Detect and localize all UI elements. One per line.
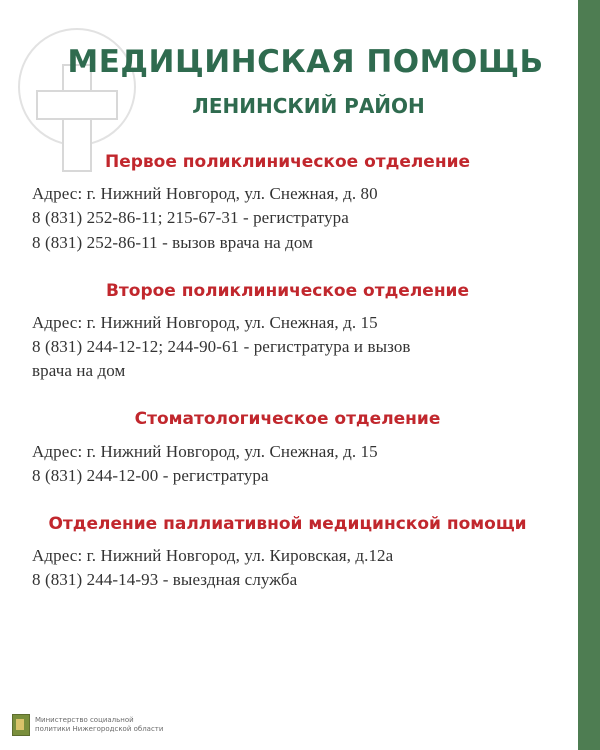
department-section [30, 514, 545, 593]
page-subtitle: ЛЕНИНСКИЙ РАЙОН [192, 94, 425, 118]
department-phone-line: 8 (831) 244-14-93 - выездная служба [32, 570, 298, 590]
department-address: Адрес: г. Нижний Новгород, ул. Кировская, д.12а [32, 546, 394, 565]
department-details [30, 544, 545, 592]
footer-line-2: политики Нижегородской области [35, 725, 164, 733]
department-phone-line: 8 (831) 244-12-12; 244-90-61 - регистратура и вызов [32, 337, 411, 356]
department-section [30, 409, 545, 488]
department-title: Первое поликлиническое отделение [104, 152, 471, 172]
department-list [0, 118, 575, 592]
department-address: Адрес: г. Нижний Новгород, ул. Снежная, д. 80 [32, 184, 378, 204]
department-details [30, 440, 545, 488]
department-title: Отделение паллиативной медицинской помощи [48, 513, 527, 534]
page-title: МЕДИЦИНСКАЯ ПОМОЩЬ [67, 44, 544, 80]
right-green-band [578, 0, 600, 750]
department-section [30, 281, 545, 384]
department-details [30, 311, 545, 383]
department-address: Адрес: г. Нижний Новгород, ул. Снежная, д. 15 [32, 441, 378, 461]
department-phone-line: 8 (831) 252-86-11; 215-67-31 - регистратура [32, 208, 349, 228]
footer-text [35, 716, 163, 735]
poster-header [0, 0, 575, 118]
department-phone-line: 8 (831) 244-12-00 - регистратура [32, 465, 269, 485]
department-details [30, 182, 545, 254]
department-address: Адрес: г. Нижний Новгород, ул. Снежная, д. 15 [32, 312, 378, 332]
footer-line-1: Министерство социальной [35, 715, 134, 724]
ministry-emblem-icon [12, 714, 30, 736]
department-section [30, 152, 545, 255]
department-title: Второе поликлиническое отделение [105, 280, 470, 301]
department-phone-line: 8 (831) 252-86-11 - вызов врача на дом [32, 232, 314, 252]
footer-credit [12, 714, 163, 736]
department-title: Стоматологическое отделение [134, 409, 441, 430]
department-phone-line-cont: врача на дом [32, 361, 126, 381]
